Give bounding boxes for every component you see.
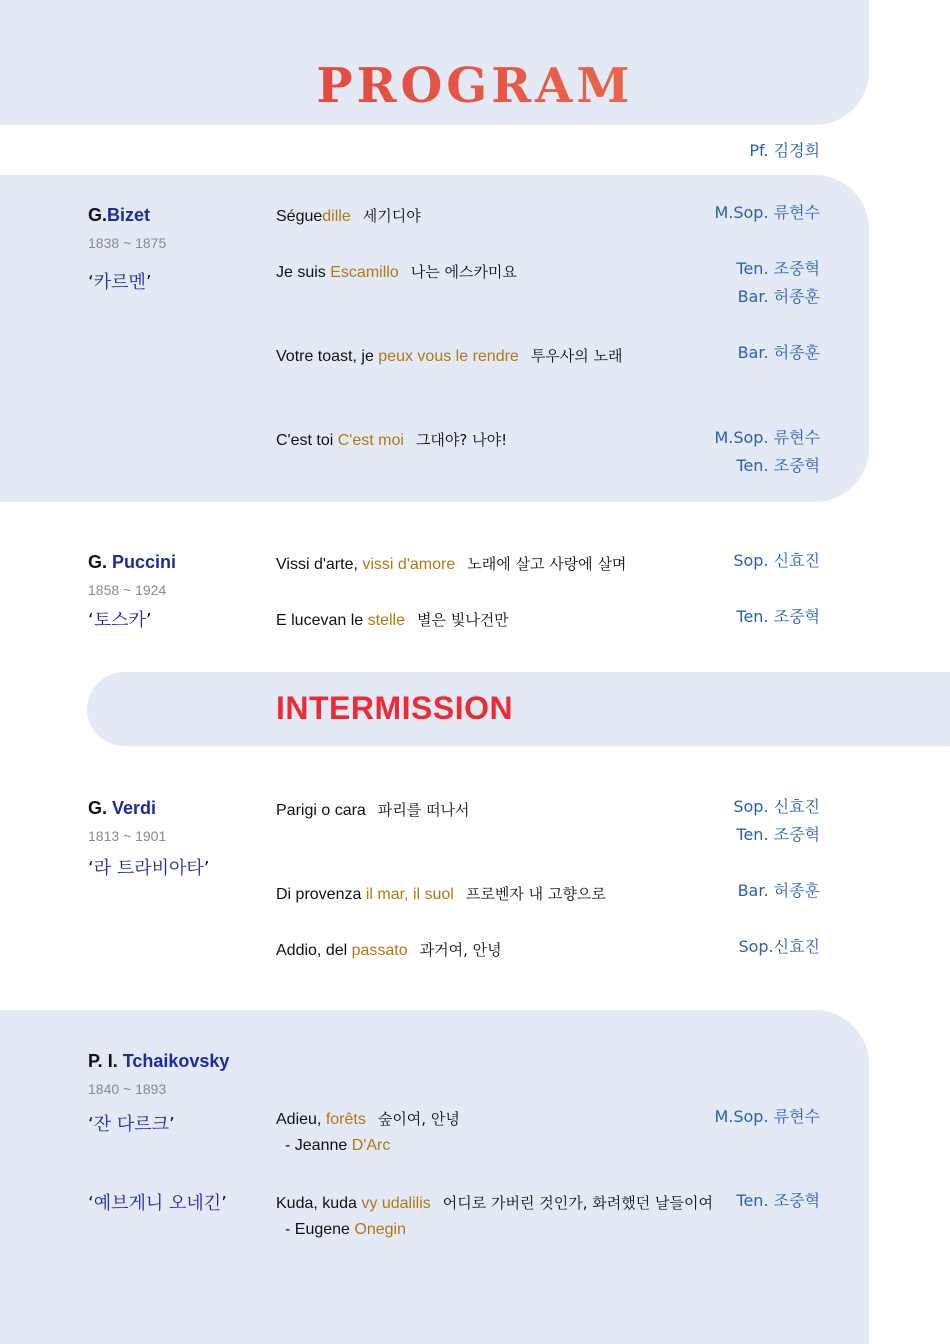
aria-parigi-o-cara: Parigi o cara 파리를 떠나서 [276, 801, 470, 819]
intermission-band [87, 672, 950, 746]
singer-di-provenza: Bar. 허종훈 [737, 881, 820, 900]
aria-e-lucevan: E lucevan le stelle 별은 빛나건만 [276, 611, 509, 629]
opera-jeanne-darc: ‘잔 다르크’ [88, 1114, 175, 1135]
years-puccini: 1858 ~ 1924 [88, 582, 167, 598]
years-tchaikovsky: 1840 ~ 1893 [88, 1081, 167, 1097]
singer-kuda-kuda: Ten. 조중혁 [736, 1191, 820, 1210]
aria-votre-toast: Votre toast, je peux vous le rendre 투우사의 노래 [276, 347, 623, 365]
aria-di-provenza: Di provenza il mar, il suol 프로벤자 내 고향으로 [276, 885, 606, 903]
singer-vissi-darte: Sop. 신효진 [733, 551, 820, 570]
composer-tchaikovsky: P. I. Tchaikovsky [88, 1051, 230, 1071]
years-bizet: 1838 ~ 1875 [88, 235, 167, 251]
aria-addio-del-passato: Addio, del passato 과거여, 안녕 [276, 941, 502, 959]
aria-escamillo: Je suis Escamillo 나는 에스카미요 [276, 263, 517, 281]
subtitle-eugene-onegin: - Eugene Onegin [285, 1221, 406, 1238]
singer-adieu-forets: M.Sop. 류현수 [714, 1107, 820, 1126]
composer-bizet: G.Bizet [88, 205, 151, 225]
years-verdi: 1813 ~ 1901 [88, 828, 167, 844]
aria-cest-toi: C'est toi C'est moi 그대야? 나야! [276, 431, 508, 449]
aria-adieu-forets: Adieu, forêts 숲이여, 안녕 [276, 1110, 460, 1128]
opera-tosca: ‘토스카’ [88, 610, 152, 631]
opera-eugene-onegin: ‘예브게니 오네긴’ [88, 1193, 227, 1214]
singer-seguedille: M.Sop. 류현수 [714, 203, 820, 222]
intermission-label: INTERMISSION [276, 690, 514, 726]
composer-puccini: G. Puccini [88, 552, 177, 572]
aria-vissi-darte: Vissi d'arte, vissi d'amore 노래에 살고 사랑에 살며 [276, 555, 627, 573]
aria-seguedille: Séguedille 세기디야 [276, 207, 421, 225]
singer-votre-toast: Bar. 허종훈 [737, 343, 820, 362]
pianist-credit: Pf. 김경희 [749, 141, 820, 160]
singer-escamillo: Ten. 조중혁 Bar. 허종훈 [736, 259, 820, 306]
singer-cest-toi: M.Sop. 류현수 Ten. 조중혁 [714, 428, 820, 475]
singer-parigi-o-cara: Sop. 신효진 Ten. 조중혁 [733, 797, 820, 844]
subtitle-jeanne-darc: - Jeanne D'Arc [285, 1137, 391, 1154]
singer-addio-del-passato: Sop.신효진 [738, 937, 820, 956]
aria-kuda-kuda: Kuda, kuda vy udalilis 어디로 가버린 것인가, 화려했던 날들이여 [276, 1194, 713, 1212]
singer-e-lucevan: Ten. 조중혁 [736, 607, 820, 626]
program-title: PROGRAM [0, 56, 950, 116]
opera-la-traviata: ‘라 트라비아타’ [88, 858, 210, 879]
opera-carmen: ‘카르멘’ [88, 272, 152, 293]
composer-verdi: G. Verdi [88, 798, 157, 818]
